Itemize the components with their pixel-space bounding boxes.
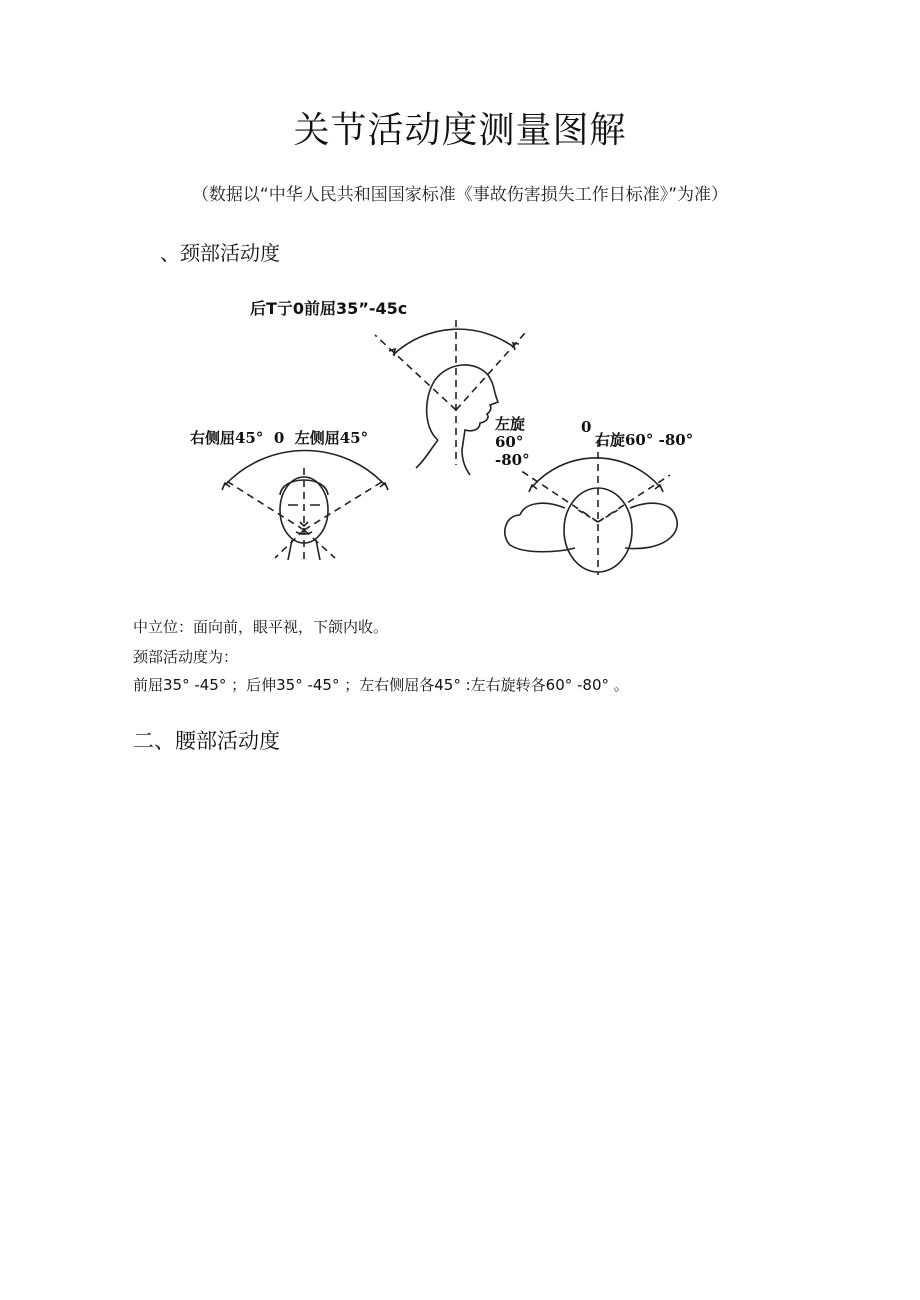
section-heading-waist: 二、腰部活动度 (133, 729, 280, 753)
label-rotation-right: 右旋60° -80° (595, 431, 694, 449)
label-flexion-extension: 后T亍0前屈35”-45c (250, 299, 408, 318)
neck-range-of-motion-figure (180, 290, 740, 590)
page-title: 关节活动度测量图解 (293, 110, 627, 151)
front-head-drawing (222, 450, 388, 560)
label-lateral-flexion: 右侧屈45° 0 左侧屈45° (190, 429, 369, 447)
section-heading-neck: 、颈部活动度 (160, 241, 280, 265)
page-subtitle: （数据以“中华人民共和国国家标准《事故伤害损失工作日标准》”为准） (191, 185, 729, 205)
label-rotation-zero: 0 (581, 418, 592, 436)
paragraph-rom-heading: 颈部活动度为： (133, 648, 239, 666)
label-rotation-left: 左旋 60° -80° (495, 415, 530, 469)
paragraph-rom-values: 前屈35° -45° ；后伸35° -45° ；左右侧屈各45° :左右旋转各60° -80° 。 (133, 676, 629, 694)
paragraph-neutral-position: 中立位：面向前，眼平视，下颌内收。 (133, 618, 389, 636)
